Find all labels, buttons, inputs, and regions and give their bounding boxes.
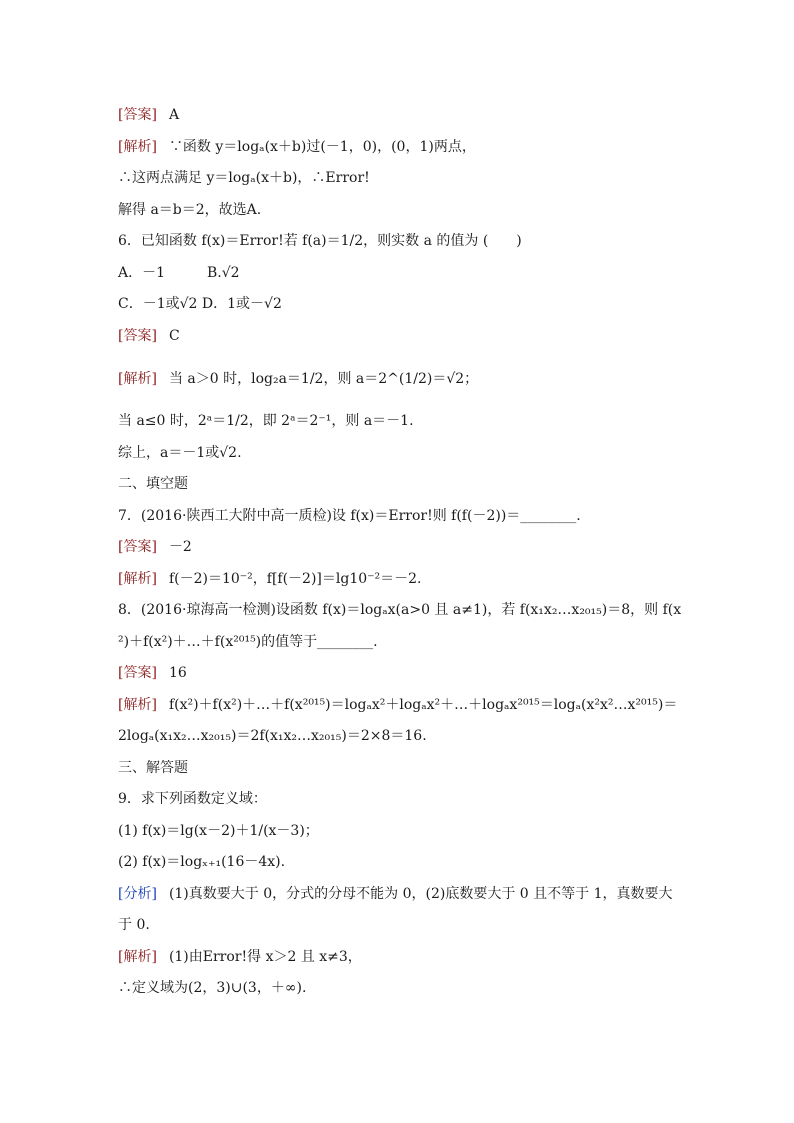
question-9-part2: (2) f(x)＝logₓ₊₁(16－4x). — [118, 854, 286, 870]
analysis-6-line2: 当 a≤0 时，2ᵃ＝1/2，即 2ᵃ＝2⁻¹，则 a＝－1. — [118, 413, 414, 429]
analysis-5-line2: ∴这两点满足 y＝logₐ(x＋b)，∴Error! — [118, 170, 370, 186]
solution-9: [解析] (1)由Error!得 x＞2 且 x≠3， — [118, 948, 362, 965]
analysis-8: [解析] f(x²)＋f(x²)＋…＋f(x²⁰¹⁵)＝logₐx²＋logₐx²＋…＋logₐx²⁰¹⁵＝logₐ(x²x²…x²⁰¹⁵)＝ — [118, 696, 678, 713]
answer-5: [答案] A — [118, 107, 180, 123]
analysis-7: [解析] f(－2)＝10⁻²，f[f(－2)]＝lg10⁻²＝－2. — [118, 570, 422, 587]
analysis-6: [解析] 当 a＞0 时，log₂a＝1/2，则 a＝2^(1/2)＝√2； — [118, 371, 479, 387]
document-page — [118, 100, 682, 1005]
solution-9-line2: ∴定义域为(2，3)∪(3，＋∞). — [118, 980, 307, 996]
analysis-6-line3: 综上，a＝－1或√2. — [118, 444, 242, 461]
section-fill-in: 二、填空题 — [118, 476, 188, 492]
question-8: 8．(2016·琼海高一检测)设函数 f(x)＝logₐx(a>0 且 a≠1)，若 f(x₁x₂…x₂₀₁₅)＝8，则 f(x — [118, 602, 682, 618]
analysis-5-line3: 解得 a＝b＝2，故选A. — [118, 201, 262, 218]
analysis-9-reasoning: [分析] (1)真数要大于 0，分式的分母不能为 0，(2)底数要大于 0 且不等于 1，真数要大 — [118, 885, 673, 902]
section-solutions: 三、解答题 — [118, 759, 188, 776]
question-9-part1: (1) f(x)＝lg(x－2)＋1/(x－3)； — [118, 822, 319, 839]
question-9: 9．求下列函数定义域： — [118, 791, 267, 807]
analysis-9-reasoning-line2: 于 0. — [118, 917, 150, 933]
answer-7: [答案] －2 — [118, 539, 192, 555]
answer-8: [答案] 16 — [118, 665, 187, 681]
answer-6: [答案] C — [118, 327, 180, 344]
analysis-5: [解析] ∵函数 y＝logₐ(x＋b)过(－1，0)，(0，1)两点， — [118, 138, 476, 155]
question-6-options-cd: C．－1或√2 D．1或－√2 — [118, 296, 282, 312]
question-6: 6．已知函数 f(x)＝Error!若 f(a)＝1/2，则实数 a 的值为 ( ) — [118, 233, 522, 249]
question-7: 7．(2016·陕西工大附中高一质检)设 f(x)＝Error!则 f(f(－2))＝________. — [118, 507, 581, 524]
question-8-line2: ²)＋f(x²)＋…＋f(x²⁰¹⁵)的值等于________. — [118, 633, 378, 650]
analysis-8-line2: 2logₐ(x₁x₂…x₂₀₁₅)＝2f(x₁x₂…x₂₀₁₅)＝2×8＝16. — [118, 728, 427, 744]
question-6-options-ab: A．－1 B.√2 — [118, 264, 240, 281]
